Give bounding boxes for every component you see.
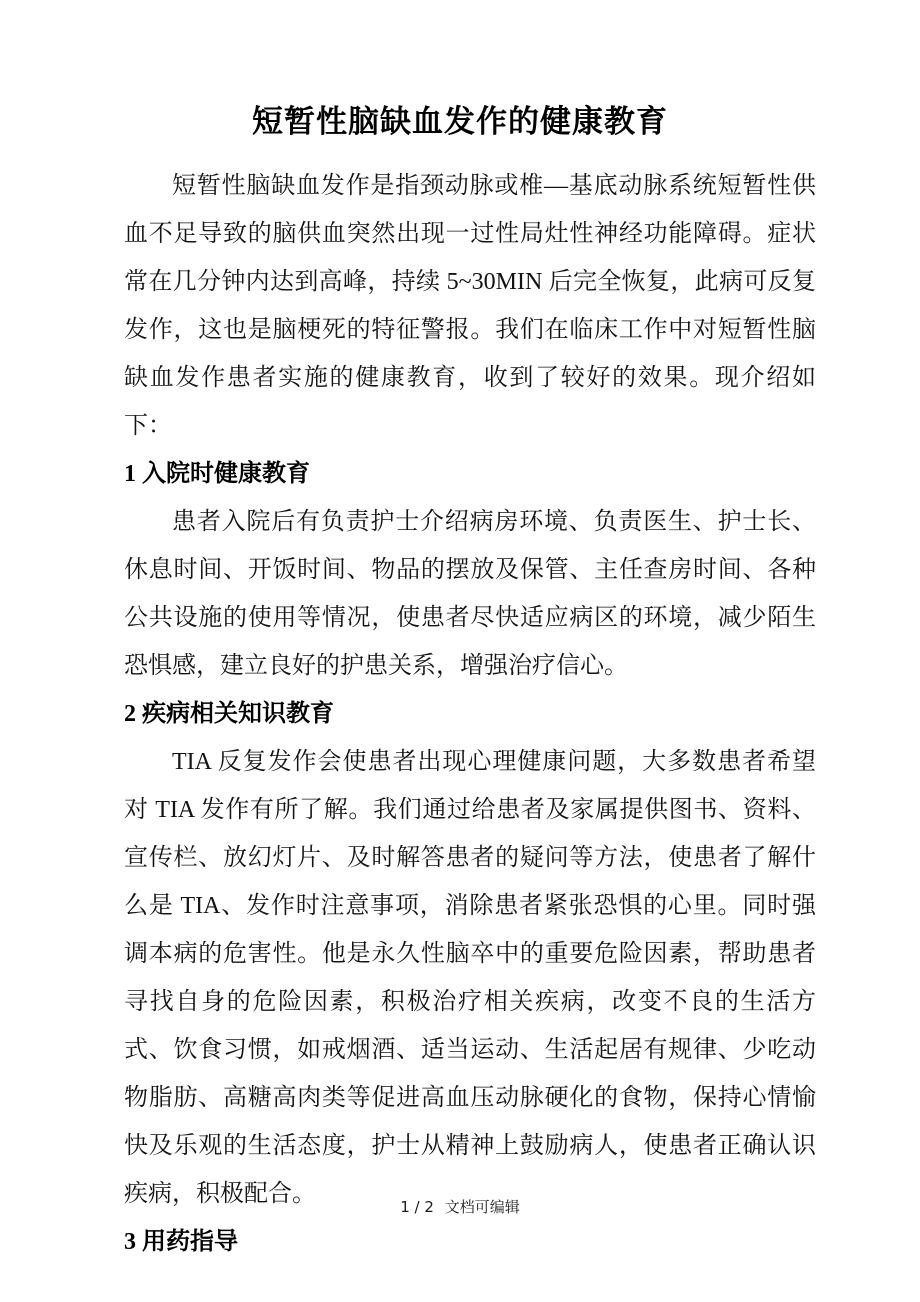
- body-paragraph: 短暂性脑缺血发作是指颈动脉或椎—基底动脉系统短暂性供血不足导致的脑供血突然出现一过性局灶性神经功能障碍。症状常在几分钟内达到高峰，持续 5~30MIN 后完全恢复，此病可反复发作，这也是脑梗死的特征警报。我们在临床工作中对短暂性脑缺血发作患者实施的健康教育，收到了较好的效果。现介绍如下：: [124, 173, 816, 439]
- document-body: [124, 162, 816, 1266]
- section-heading: 2 疾病相关知识教育: [124, 701, 334, 727]
- section-heading: 1 入院时健康教育: [124, 461, 310, 487]
- page-footer: [0, 1197, 920, 1217]
- body-paragraph: 患者入院后有负责护士介绍病房环境、负责医生、护士长、休息时间、开饭时间、物品的摆放及保管、主任查房时间、各种公共设施的使用等情况，使患者尽快适应病区的环境，减少陌生恐惧感，建立良好的护患关系，增强治疗信心。: [124, 509, 816, 679]
- body-paragraph: TIA 反复发作会使患者出现心理健康问题，大多数患者希望对 TIA 发作有所了解。我们通过给患者及家属提供图书、资料、宣传栏、放幻灯片、及时解答患者的疑问等方法，使患者了解什么是 TIA、发作时注意事项，消除患者紧张恐惧的心里。同时强调本病的危害性。他是永久性脑卒中的重要危险因素，帮助患者寻找自身的危险因素，积极治疗相关疾病，改变不良的生活方式、饮食习惯，如戒烟酒、适当运动、生活起居有规律、少吃动物脂肪、高糖高肉类等促进高血压动脉硬化的食物，保持心情愉快及乐观的生活态度，护士从精神上鼓励病人，使患者正确认识疾病，积极配合。: [124, 749, 816, 1207]
- page-number-indicator: 1 / 2: [400, 1198, 434, 1216]
- section-heading: 3 用药指导: [124, 1229, 238, 1255]
- editable-note: 文档可编辑: [444, 1198, 520, 1216]
- document-title: 短暂性脑缺血发作的健康教育: [252, 104, 668, 140]
